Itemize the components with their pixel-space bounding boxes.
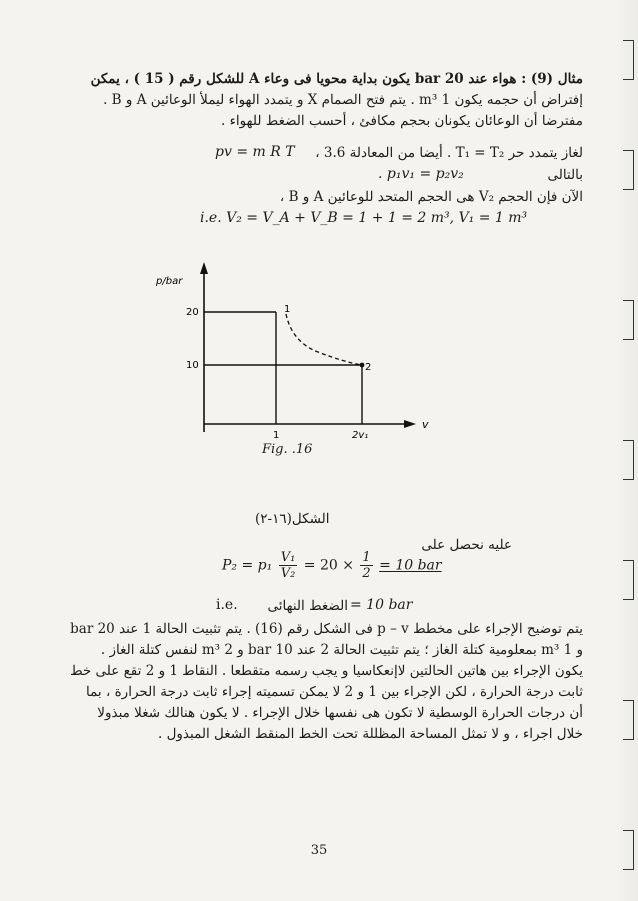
equation-ie-label: i.e.: [216, 597, 238, 613]
state-2-point: [360, 363, 365, 368]
edge-tab: [623, 700, 634, 740]
edge-tab: [623, 560, 634, 600]
tick-label-10: 10: [186, 360, 199, 371]
fraction-1-2: [360, 550, 372, 581]
equation-pv: pv = m R T: [215, 144, 295, 160]
paragraph-line-2: و 1 m³ بمعلومية كتلة الغاز ؛ يتم تثبيت الحالة 2 عند 10 bar و 2 m³ لنفس كتلة الغاز .: [100, 642, 583, 658]
x-axis-label: v: [422, 418, 429, 431]
eq-p2-lhs: P₂ = p₁: [222, 557, 273, 574]
edge-tab: [623, 150, 634, 190]
y-axis-arrow: [200, 262, 208, 274]
point-label-1: 1: [284, 304, 291, 315]
edge-tab: [623, 300, 634, 340]
example-line-2: إفتراض أن حجمه يكون 1 m³ . يتم فتح الصمام X و يتمدد الهواء ليملأ الوعائين A و B .: [103, 92, 583, 108]
figure-caption-en: Fig. .16: [262, 442, 313, 457]
tick-label-1: 1: [273, 430, 280, 441]
fraction-denominator: V₂: [280, 566, 296, 581]
fraction-v1-v2: [279, 550, 298, 581]
example-line-3: مفترضا أن الوعائان يكونان بحجم مكافئ ، أحسب الضغط للهواء .: [221, 113, 583, 129]
text-line-6: الآن فإن الحجم V₂ هى الحجم المتحد للوعائين A و B ،: [279, 189, 583, 205]
paragraph-line-3: يكون الإجراء بين هاتين الحالتين لاإنعكاسيا و يجب رسمه متقطعا . النقاط 1 و 2 تقع على خط: [70, 663, 583, 679]
text-line-4: لغاز يتمدد حر T₁ = T₂ . أيضا من المعادلة 3.6 ،: [315, 145, 583, 161]
text-line-5: بالتالى: [547, 167, 583, 183]
fraction-denominator: 2: [362, 566, 371, 581]
text-line-7: عليه نحصل على: [421, 537, 512, 553]
equation-final-value: = 10 bar: [350, 597, 413, 613]
equation-ie-volume: i.e. V₂ = V_A + V_B = 1 + 1 = 2 m³, V₁ = 1 m³: [200, 210, 528, 226]
equation-final-pressure: [222, 550, 442, 581]
paragraph-line-6: خلال اجراء ، و لا تمثل المساحة المظللة تحت الخط المنقط الشغل المبذول .: [158, 726, 583, 742]
irreversible-process-curve: [286, 314, 362, 365]
page-number: 35: [310, 843, 328, 858]
paragraph-line-4: ثابت درجة الحرارة ، لكن الإجراء بين 1 و 2 لا يمكن تسميته إجراء ثابت درجة الحرارة ، بما: [85, 684, 583, 700]
eq-mid: = 20 ×: [303, 557, 354, 574]
edge-tab: [623, 440, 634, 480]
paragraph-line-1: يتم توضيح الإجراء على مخطط p – v فى الشكل رقم (16) . يتم تثبيت الحالة 1 عند 20 bar: [70, 621, 583, 637]
y-axis-label: p/bar: [156, 276, 183, 287]
equation-p1v1: . p₁v₁ = p₂v₂: [378, 166, 464, 182]
final-pressure-label: الضغط النهائى: [267, 598, 348, 614]
paragraph-line-5: أن درجات الحرارة الوسطية لا تكون هى نفسها خلال الإجراء . لا يكون هنالك شغلا مبذولا: [97, 705, 583, 721]
example-line-1: مثال (9) : هواء عند 20 bar يكون بداية محويا فى وعاء A للشكل رقم ( 15 ) ، يمكن: [90, 71, 583, 87]
figure-caption-ar: الشكل(١٦-٢): [255, 511, 330, 527]
fraction-numerator: V₁: [280, 550, 296, 565]
point-label-2: 2: [365, 362, 372, 373]
x-axis-arrow: [404, 420, 416, 428]
fraction-numerator: 1: [362, 550, 371, 565]
edge-tab: [623, 40, 634, 80]
tick-label-20: 20: [186, 307, 199, 318]
pv-diagram: [140, 262, 440, 467]
tick-label-2v1: 2v₁: [352, 430, 369, 441]
eq-result: = 10 bar: [379, 557, 442, 574]
